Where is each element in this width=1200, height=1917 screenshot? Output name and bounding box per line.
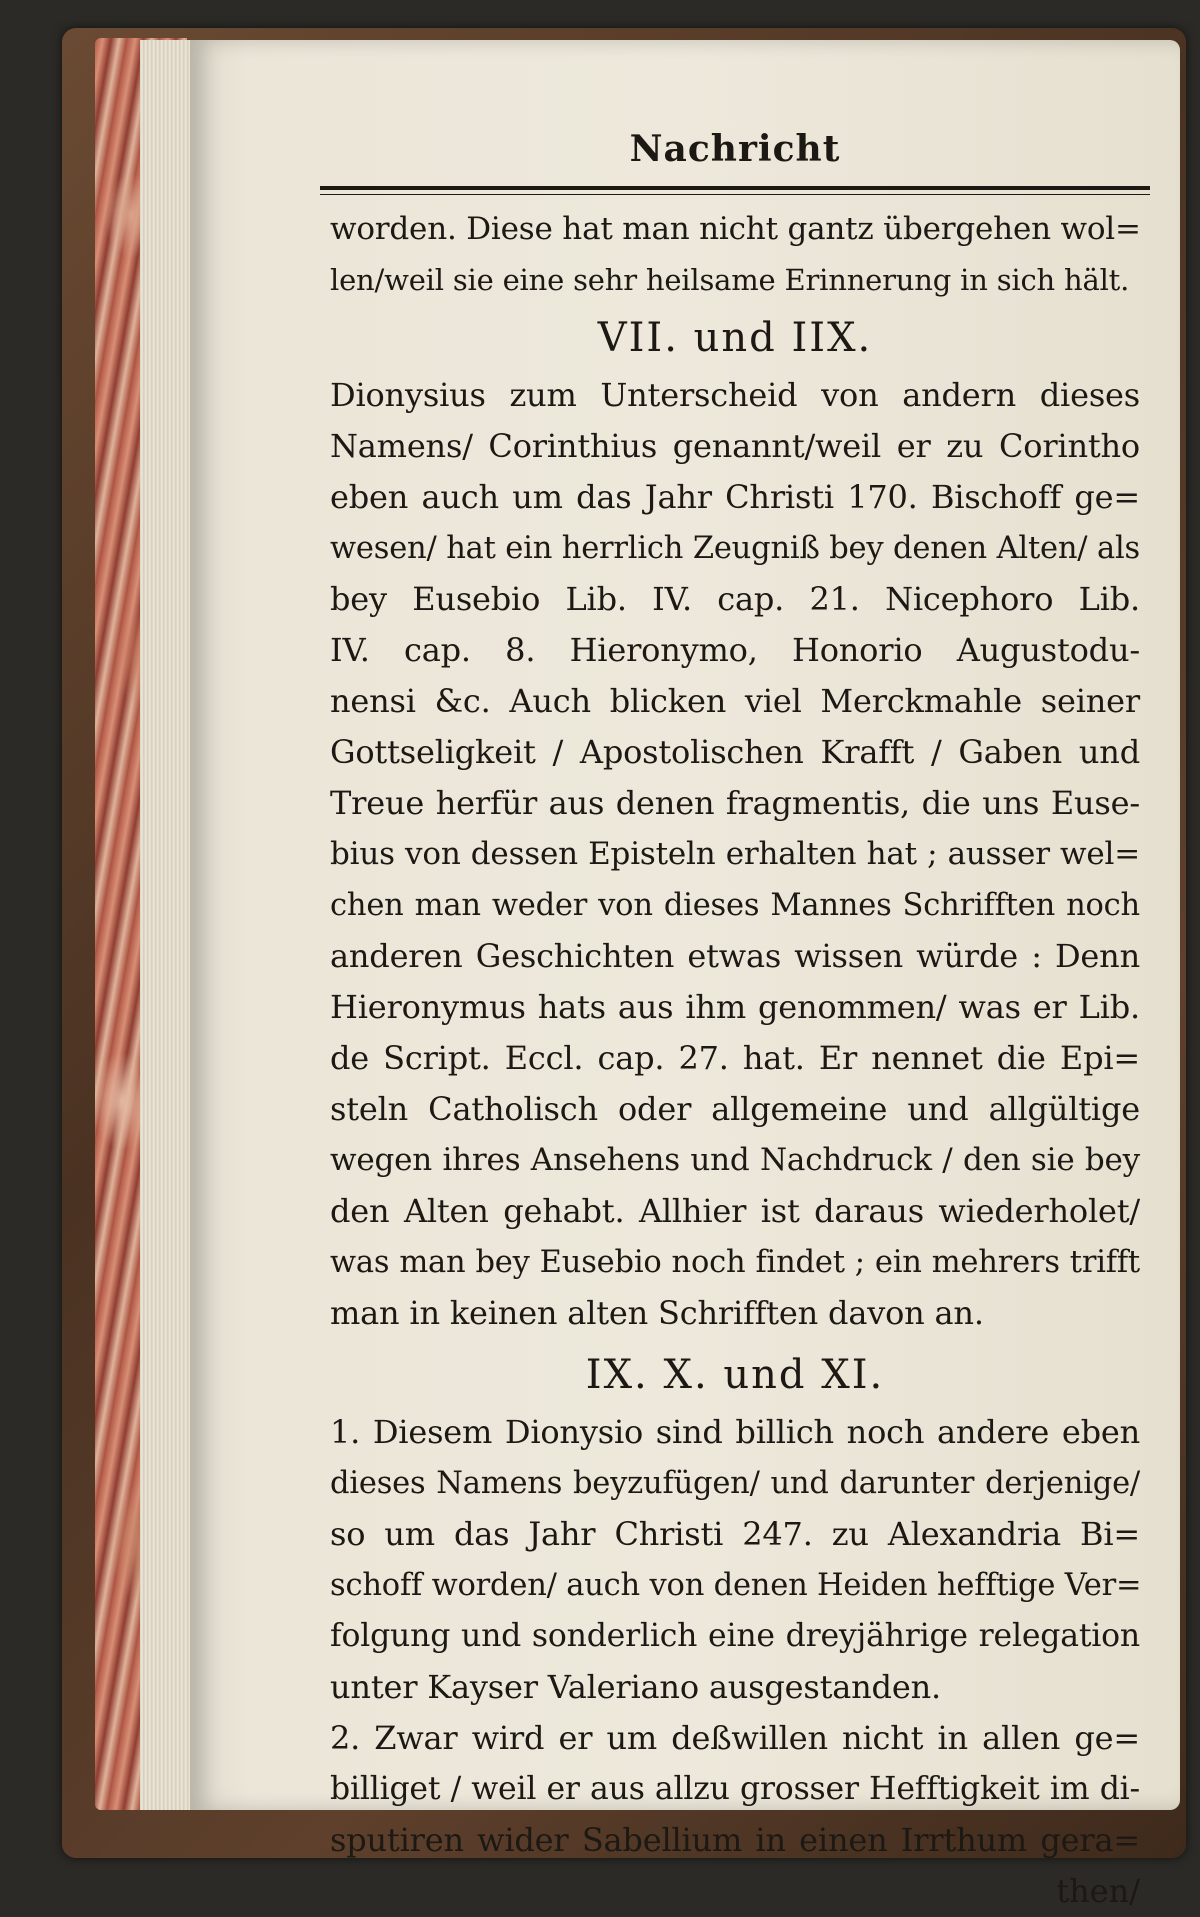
text-line: de Script. Eccl. cap. 27. hat. Er nennet die Epi= xyxy=(330,1039,1140,1077)
text-line: worden. Diese hat man nicht gantz übergehen wol= xyxy=(330,211,1141,247)
page-body xyxy=(330,204,1140,1917)
text-line: bius von dessen Episteln erhalten hat ; ausser wel= xyxy=(330,836,1140,872)
text-line: billiget / weil er aus allzu grosser Hefftigkeit im di- xyxy=(330,1771,1140,1807)
text-line: schoff worden/ auch von denen Heiden hefftige Ver= xyxy=(330,1568,1142,1603)
text-line: was man bey Eusebio noch findet ; ein mehrers trifft xyxy=(330,1245,1140,1280)
text-line: steln Catholisch oder allgemeine und allgültige xyxy=(330,1090,1140,1128)
text-line: Namens/ Corinthius genannt/weil er zu Corintho xyxy=(330,427,1140,465)
text-line: wegen ihres Ansehens und Nachdruck / den sie bey xyxy=(330,1142,1140,1178)
page-stack-edge xyxy=(140,40,190,1810)
section-heading: IX. X. und XI. xyxy=(585,1352,885,1398)
catchword: then/ xyxy=(1056,1872,1140,1910)
text-line: eben auch um das Jahr Christi 170. Bischoff ge= xyxy=(330,478,1140,516)
text-line: chen man weder von dieses Mannes Schrifften noch xyxy=(330,888,1140,923)
text-line: Dionysius zum Unterscheid von andern dieses xyxy=(330,376,1140,414)
text-line: anderen Geschichten etwas wissen würde : Denn xyxy=(330,937,1140,975)
text-line: man in keinen alten Schrifften davon an. xyxy=(330,1294,984,1332)
header-rule-thin xyxy=(320,194,1150,195)
text-line: 1. Diesem Dionysio sind billich noch andere eben xyxy=(330,1413,1140,1451)
text-line: so um das Jahr Christi 247. zu Alexandria Bi= xyxy=(330,1515,1140,1553)
text-line: Hieronymus hats aus ihm genommen/ was er Lib. xyxy=(330,988,1140,1026)
text-line: 2. Zwar wird er um deßwillen nicht in allen ge= xyxy=(330,1719,1140,1757)
text-line: sputiren wider Sabellium in einen Irrthum gera= xyxy=(330,1821,1140,1859)
text-line: IV. cap. 8. Hieronymo, Honorio Augustodu- xyxy=(330,631,1140,669)
running-head: Nachricht xyxy=(629,128,841,170)
text-line: bey Eusebio Lib. IV. cap. 21. Nicephoro Lib. xyxy=(330,580,1140,618)
text-line: unter Kayser Valeriano ausgestanden. xyxy=(330,1668,941,1706)
text-line: Gottseligkeit / Apostolischen Krafft / Gaben und xyxy=(330,733,1140,771)
header-rule xyxy=(320,186,1150,190)
text-line: nensi &c. Auch blicken viel Merckmahle seiner xyxy=(330,682,1140,720)
text-line: wesen/ hat ein herrlich Zeugniß bey denen Alten/ als xyxy=(330,531,1140,566)
text-line: Treue herfür aus denen fragmentis, die uns Euse- xyxy=(330,784,1140,822)
text-line: folgung und sonderlich eine dreyjährige relegation xyxy=(330,1618,1140,1654)
text-line: dieses Namens beyzufügen/ und darunter derjenige/ xyxy=(330,1466,1140,1501)
page-text xyxy=(330,128,1142,1910)
text-line: den Alten gehabt. Allhier ist daraus wiederholet/ xyxy=(330,1192,1140,1230)
section-heading: VII. und IIX. xyxy=(597,315,873,361)
text-line: len/weil sie eine sehr heilsame Erinnerung in sich hält. xyxy=(330,263,1130,297)
